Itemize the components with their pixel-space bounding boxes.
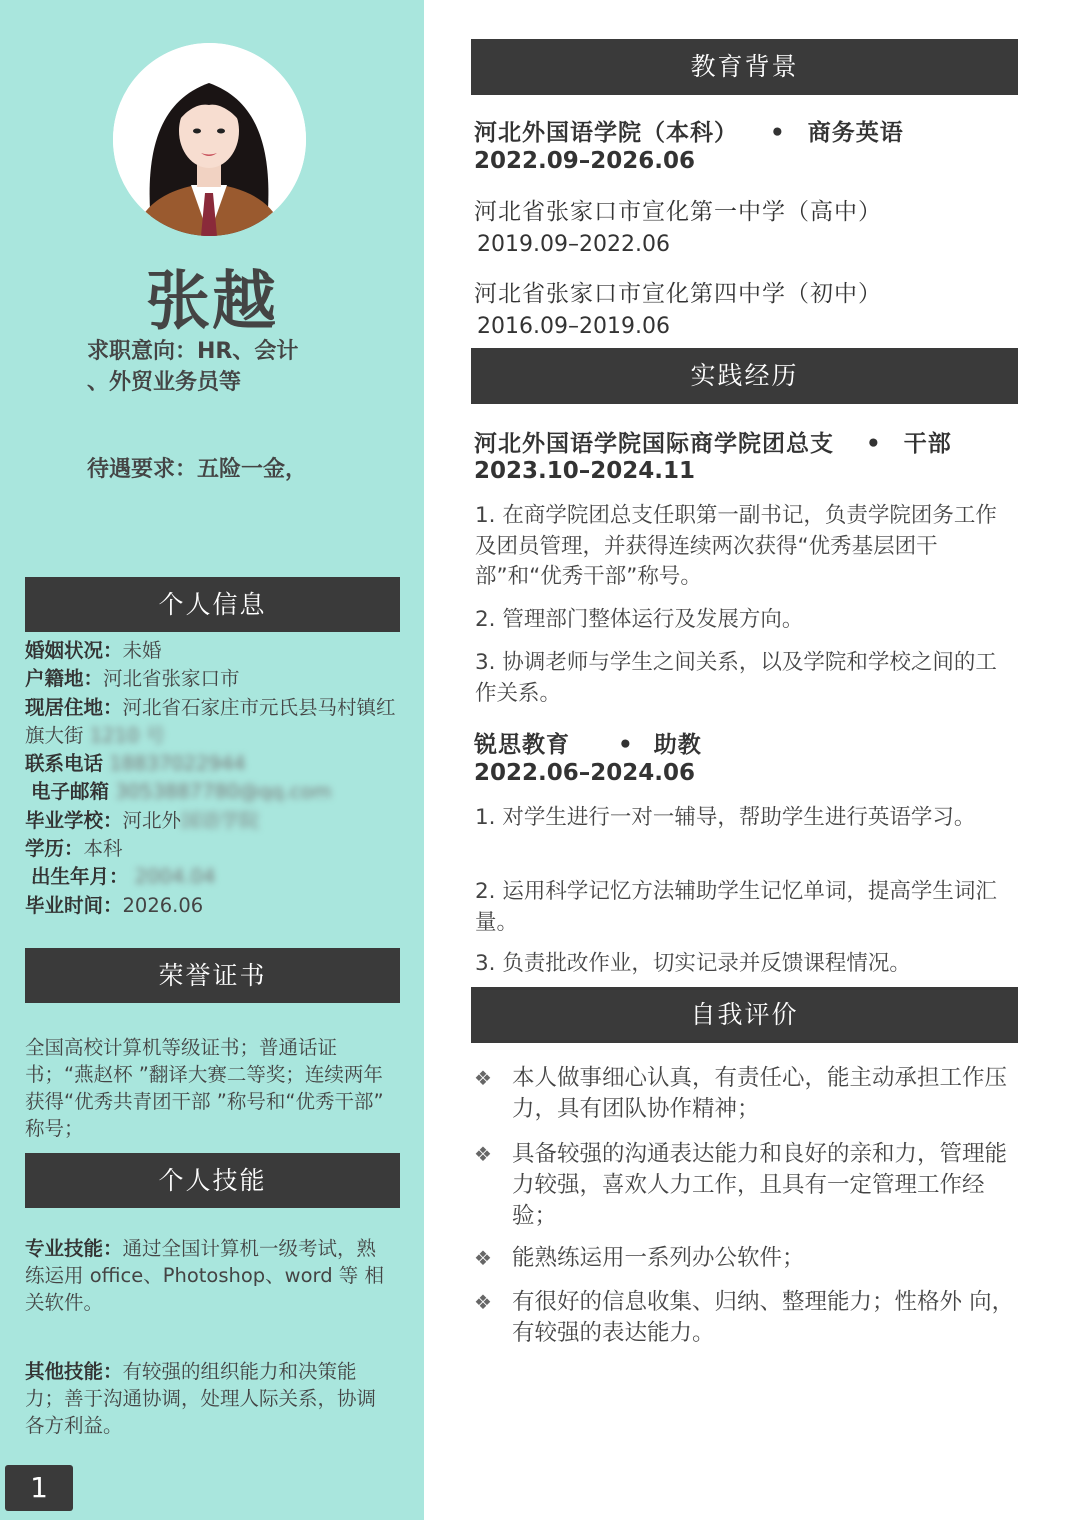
section-header-self-evaluation: 自我评价 (471, 987, 1018, 1043)
info-row-email: 电子邮箱 3053887780@qq.com (31, 780, 332, 804)
info-row-phone: 联系电话 18837022944 (25, 752, 246, 776)
education-entry-1-title: 河北外国语学院（本科） • 商务英语 (474, 120, 904, 146)
self-eval-item-3: ❖ 能熟练运用一系列办公软件； (474, 1243, 1019, 1274)
section-header-personal-info: 个人信息 (25, 577, 400, 632)
section-header-skills: 个人技能 (25, 1153, 400, 1208)
practice-entry-2-title: 锐思教育 • 助教 (474, 732, 702, 758)
practice-entry-1-dates: 2023.10–2024.11 (474, 458, 696, 484)
education-entry-2-title: 河北省张家口市宣化第一中学（高中） (474, 199, 882, 225)
practice-entry-2-dates: 2022.06–2024.06 (474, 760, 696, 786)
info-row-degree: 学历：本科 (25, 837, 123, 861)
self-eval-item-4: ❖ 有很好的信息收集、归纳、整理能力；性格外 向，有较强的表达能力。 (474, 1289, 1015, 1346)
diamond-bullet-icon: ❖ (474, 1142, 492, 1166)
section-header-honors: 荣誉证书 (25, 948, 400, 1003)
profile-photo (113, 43, 306, 236)
other-skills: 其他技能：有较强的组织能力和决策能力；善于沟通协调，处理人际关系，协调各方利益。 (25, 1360, 377, 1437)
practice-entry-1-item-3: 3. 协调老师与学生之间关系，以及学院和学校之间的工作关系。 (475, 650, 997, 706)
info-row-school: 毕业学校：河北外国语学院 (25, 808, 260, 832)
honors-text: 全国高校计算机等级证书；普通话证书；“燕赵杯 ”翻译大赛二等奖；连续两年获得“优秀共青团干部 ”称号和“优秀干部” 称号； (25, 1036, 384, 1140)
practice-entry-2-item-3: 3. 负责批改作业，切实记录并反馈课程情况。 (475, 951, 911, 976)
job-intent: 求职意向：HR、会计 、外贸业务员等 (87, 339, 299, 395)
section-header-education: 教育背景 (471, 39, 1018, 95)
practice-entry-2-item-1: 1. 对学生进行一对一辅导，帮助学生进行英语学习。 (475, 805, 976, 830)
self-eval-item-2: ❖ 具备较强的沟通表达能力和良好的亲和力，管理能力较强，喜欢人力工作，且具有一定管理工作经验； (474, 1141, 1008, 1229)
professional-skills: 专业技能：通过全国计算机一级考试，熟练运用 office、Photoshop、word 等 相关软件。 (25, 1237, 384, 1314)
info-row-marital: 婚姻状况：未婚 (25, 639, 162, 662)
candidate-name: 张越 (146, 265, 278, 339)
diamond-bullet-icon: ❖ (474, 1246, 492, 1270)
info-row-hukou: 户籍地：河北省张家口市 (25, 667, 240, 691)
practice-entry-1-title: 河北外国语学院国际商学院团总支 • 干部 (474, 431, 952, 457)
practice-entry-2-item-2: 2. 运用科学记忆方法辅助学生记忆单词，提高学生词汇量。 (475, 879, 997, 935)
info-row-birth: 出生年月： 2004.04 (31, 865, 216, 889)
education-entry-2-dates: 2019.09–2022.06 (477, 232, 670, 257)
diamond-bullet-icon: ❖ (474, 1290, 492, 1314)
salary-requirement: 待遇要求：五险一金， (87, 457, 308, 482)
practice-entry-1-item-1: 1. 在商学院团总支任职第一副书记，负责学院团务工作及团员管理，并获得连续两次获得“优秀基层团干部”和“优秀干部”称号。 (475, 503, 997, 589)
self-eval-item-1: ❖ 本人做事细心认真，有责任心，能主动承担工作压力，具有团队协作精神； (474, 1065, 1008, 1122)
education-entry-3-dates: 2016.09–2019.06 (477, 314, 670, 339)
section-header-practice: 实践经历 (471, 348, 1018, 404)
diamond-bullet-icon: ❖ (474, 1066, 492, 1090)
education-entry-3-title: 河北省张家口市宣化第四中学（初中） (474, 281, 882, 307)
education-entry-1-dates: 2022.09–2026.06 (474, 148, 696, 174)
personal-info-list (25, 637, 405, 920)
info-row-graduation: 毕业时间：2026.06 (25, 893, 204, 917)
page-number-badge: 1 (5, 1465, 73, 1511)
info-row-residence: 现居住地：河北省石家庄市元氏县马村镇红旗大街 1210 号 (25, 695, 396, 747)
practice-entry-1-item-2: 2. 管理部门整体运行及发展方向。 (475, 607, 804, 632)
